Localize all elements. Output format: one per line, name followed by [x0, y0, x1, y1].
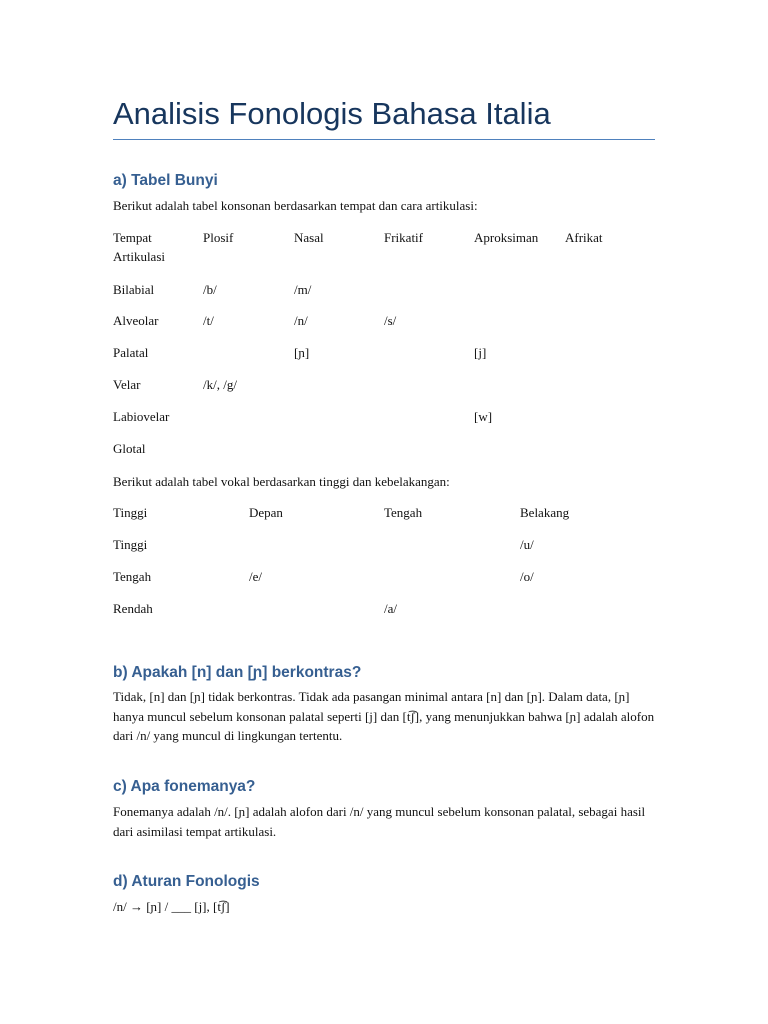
consonant-header-plosive: Plosif [203, 230, 234, 245]
section-d-heading: d) Aturan Fonologis [113, 873, 260, 890]
section-b-text: Tidak, [n] dan [ɲ] tidak berkontras. Tidak ada pasangan minimal antara [n] dan [ɲ]. Dalam data, [ɲ] hanya muncul sebelum konsonan palatal seperti [j] dan [t͡ʃ], yang menunjukkan bahwa [ɲ] adalah alofon dari /n/ yang muncul di lingkungan tertentu. [113, 689, 655, 743]
consonant-cell: /n/ [294, 313, 308, 328]
section-c-heading: c) Apa fonemanya? [113, 778, 256, 795]
consonant-cell: /s/ [384, 313, 397, 328]
consonant-row-label: Alveolar [113, 313, 159, 328]
consonant-row-label: Glotal [113, 441, 146, 456]
consonant-cell: [j] [474, 345, 487, 360]
consonant-header-affricate: Afrikat [565, 230, 603, 245]
consonant-header-fricative: Frikatif [384, 230, 423, 245]
consonant-cell: /k/, /g/ [203, 377, 237, 392]
vowel-table-intro: Berikut adalah tabel vokal berdasarkan tinggi dan kebelakangan: [113, 474, 450, 489]
consonant-row-label: Labiovelar [113, 409, 170, 424]
vowel-row-label: Rendah [113, 601, 153, 616]
vowel-header-central: Tengah [384, 505, 423, 520]
consonant-header-nasal: Nasal [294, 230, 324, 245]
consonant-cell: /b/ [203, 282, 217, 297]
consonant-row-label: Palatal [113, 345, 149, 360]
consonant-row-label: Velar [113, 377, 141, 392]
consonant-header-place-line2: Artikulasi [113, 249, 165, 264]
vowel-cell: /o/ [520, 569, 534, 584]
vowel-header-height: Tinggi [113, 505, 148, 520]
consonant-header-approximant: Aproksiman [474, 230, 539, 245]
vowel-cell: /a/ [384, 601, 397, 616]
consonant-cell: [ɲ] [294, 345, 310, 360]
section-a-heading: a) Tabel Bunyi [113, 172, 218, 189]
section-b-heading: b) Apakah [n] dan [ɲ] berkontras? [113, 664, 362, 681]
consonant-cell: [w] [474, 409, 493, 424]
phonological-rule: /n/ → [ɲ] / ___ [j], [t͡ʃ] [113, 899, 230, 914]
section-c-text: Fonemanya adalah /n/. [ɲ] adalah alofon dari /n/ yang muncul sebelum konsonan palatal, sebagai hasil dari asimilasi tempat artikulasi. [113, 804, 646, 839]
vowel-header-back: Belakang [520, 505, 570, 520]
vowel-row-label: Tengah [113, 569, 152, 584]
consonant-header-place: Tempat [113, 230, 152, 245]
vowel-header-front: Depan [249, 505, 283, 520]
consonant-cell: /m/ [294, 282, 312, 297]
consonant-cell: /t/ [203, 313, 214, 328]
vowel-row-label: Tinggi [113, 537, 148, 552]
document-title: Analisis Fonologis Bahasa Italia [113, 93, 655, 140]
vowel-cell: /u/ [520, 537, 534, 552]
consonant-row-label: Bilabial [113, 282, 155, 297]
consonant-table-intro: Berikut adalah tabel konsonan berdasarkan tempat dan cara artikulasi: [113, 198, 478, 213]
vowel-cell: /e/ [249, 569, 262, 584]
